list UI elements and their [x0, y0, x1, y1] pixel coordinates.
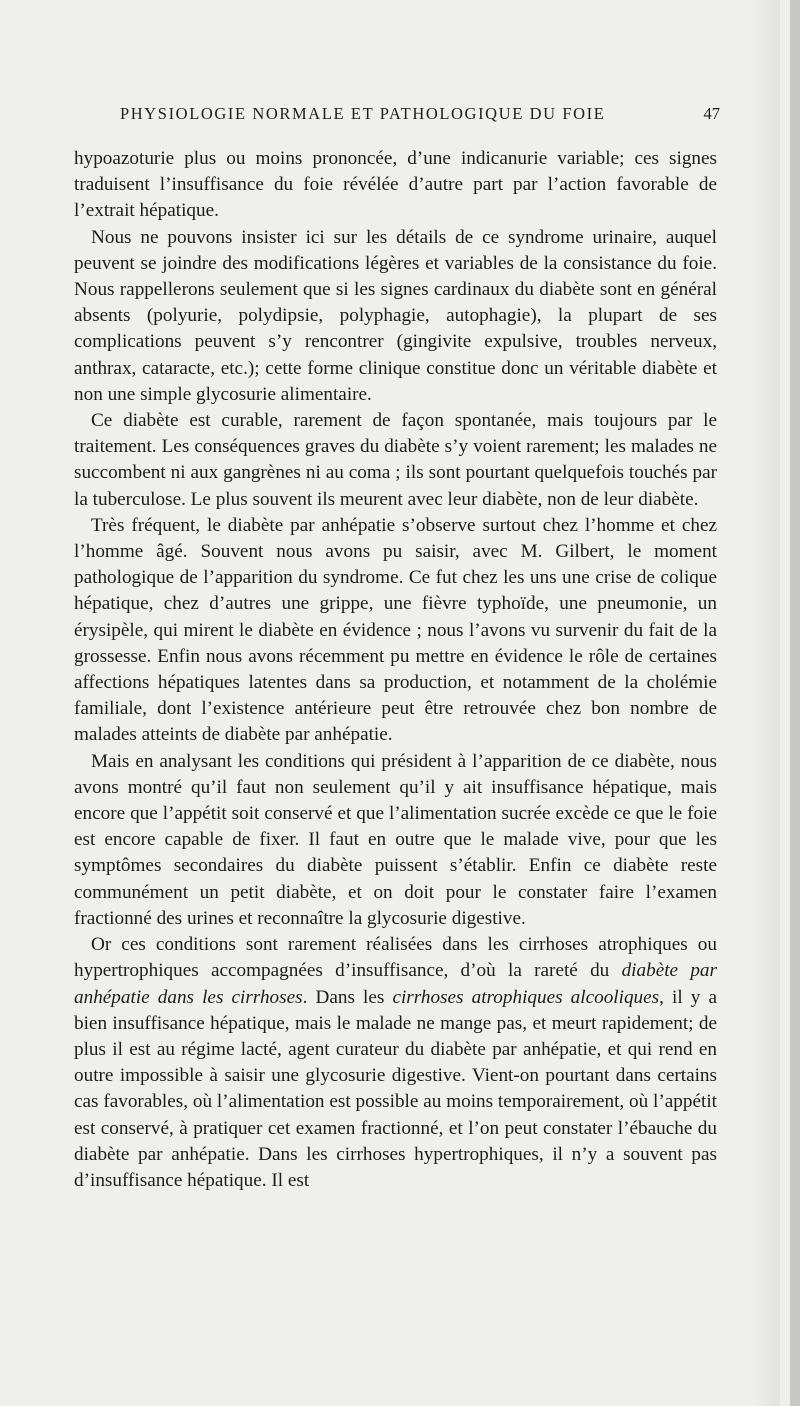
- running-title: PHYSIOLOGIE NORMALE ET PATHOLOGIQUE DU FOIE: [120, 104, 606, 123]
- body-text: [74, 146, 717, 1194]
- text-run: Mais en analysant les conditions qui président à l’apparition de ce diabète, nous avons montré qu’il faut non seulement qu’il y ait insuffisance hépatique, mais encore que l’appétit soit conservé et que l’alimentation sucrée excède ce que le foie est encore capable de fixer. Il faut en outre que le malade vive, pour que les symptômes secondaires du diabète puissent s’établir. Enfin ce diabète reste communément un petit diabète, et on doit pour le constater faire l’examen fractionné des urines et reconnaître la glycosurie digestive.: [74, 750, 717, 929]
- page-gutter-shadow: [750, 0, 780, 1406]
- text-run: hypoazoturie plus ou moins prononcée, d’une indicanurie variable; ces signes traduisent l’insuffisance du foie révélée d’autre part par l’action favorable de l’extrait hépatique.: [74, 148, 717, 222]
- text-run: Nous ne pouvons insister ici sur les détails de ce syndrome urinaire, auquel peuvent se joindre des modifications légères et variables de la consistance du foie. Nous rappellerons seulement que si les signes cardinaux du diabète sont en général absents (polyurie, polydipsie, polyphagie, autophagie), la plupart de ses complications peuvent s’y rencontrer (gingivite expulsive, troubles nerveux, anthrax, cataracte, etc.); cette forme clinique constitue donc un véritable diabète et non une simple glycosurie alimentaire.: [74, 226, 717, 405]
- paragraph: [74, 146, 717, 225]
- text-run: . Dans les: [302, 986, 393, 1008]
- text-run: Ce diabète est curable, rarement de façon spontanée, mais toujours par le traitement. Les conséquences graves du diabète s’y voient rarement; les malades ne succombent ni aux gangrènes ni au coma ; ils sont pourtant quelquefois touchés par la tuberculose. Le plus souvent ils meurent avec leur diabète, non de leur diabète.: [74, 410, 717, 510]
- text-run: Or ces conditions sont rarement réalisées dans les cirrhoses atrophiques ou hypertrophiques accompagnées d’insuffisance, d’où la rareté du: [74, 934, 717, 982]
- text-run: Très fréquent, le diabète par anhépatie s’observe surtout chez l’homme et chez l’homme âgé. Souvent nous avons pu saisir, avec M. Gilbert, le moment pathologique de l’apparition du syndrome. Ce fut chez les uns une crise de colique hépatique, chez d’autres une grippe, une fièvre typhoïde, une pneumonie, un érysipèle, qui mirent le diabète en évidence ; nous l’avons vu survenir du fait de la grossesse. Enfin nous avons récemment pu mettre en évidence le rôle de certaines affections hépatiques latentes dans sa production, et notamment de la cholémie familiale, dont l’existence antérieure peut être retrouvée chez bon nombre de malades atteints de diabète par anhépatie.: [74, 514, 717, 746]
- page-number: 47: [703, 104, 720, 123]
- scan-edge: [790, 0, 800, 1406]
- italic-text-run: diabète par anhépatie dans les cirrhoses: [74, 960, 717, 1008]
- paragraph: [74, 513, 717, 749]
- italic-text-run: cirrhoses atrophiques alcooliques: [392, 986, 660, 1008]
- paragraph: [74, 749, 717, 932]
- paragraph: [74, 932, 717, 1194]
- text-run: , il y a bien insuffisance hépatique, mais le malade ne mange pas, et meurt rapidement; de plus il est au régime lacté, agent curateur du diabète par anhépatie, et qui rend en outre impossible à saisir une glycosurie digestive. Vient-on pourtant dans certains cas favorables, où l’alimentation est possible au moins temporairement, où l’appétit est conservé, à pratiquer cet examen fractionné, et l’on peut constater l’ébauche du diabète par anhépatie. Dans les cirrhoses hypertrophiques, il n’y a souvent pas d’insuffisance hépatique. Il est: [74, 986, 717, 1191]
- paragraph: [74, 225, 717, 408]
- paragraph: [74, 408, 717, 513]
